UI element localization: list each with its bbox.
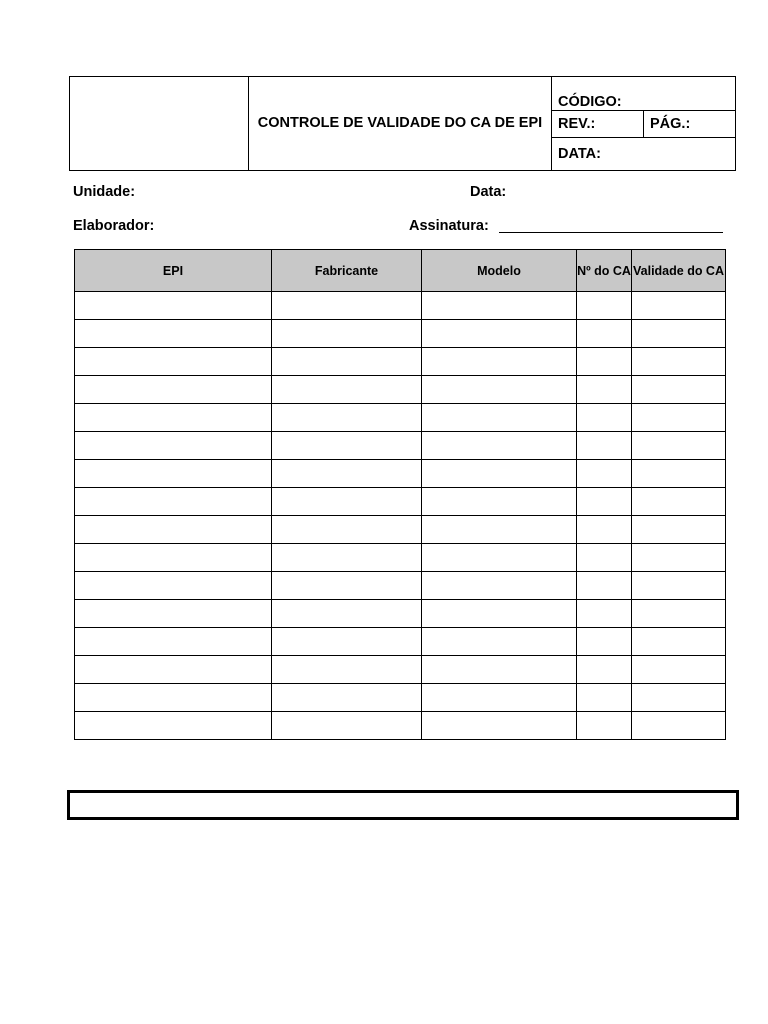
table-cell[interactable] <box>577 572 632 600</box>
table-cell[interactable] <box>577 376 632 404</box>
table-cell[interactable] <box>272 572 422 600</box>
table-cell[interactable] <box>422 348 577 376</box>
table-cell[interactable] <box>632 544 726 572</box>
table-cell[interactable] <box>632 292 726 320</box>
table-cell[interactable] <box>75 404 272 432</box>
table-cell[interactable] <box>75 320 272 348</box>
table-row <box>75 628 726 656</box>
table-cell[interactable] <box>632 684 726 712</box>
table-cell[interactable] <box>422 712 577 740</box>
unidade-label: Unidade: <box>73 184 136 200</box>
column-header-modelo: Modelo <box>422 250 577 292</box>
table-row <box>75 348 726 376</box>
table-cell[interactable] <box>577 656 632 684</box>
codigo-label: CÓDIGO: <box>552 77 735 111</box>
table-cell[interactable] <box>632 348 726 376</box>
table-cell[interactable] <box>75 488 272 516</box>
table-cell[interactable] <box>272 432 422 460</box>
table-cell[interactable] <box>272 712 422 740</box>
data-field-label: Data: <box>470 184 507 200</box>
table-cell[interactable] <box>632 656 726 684</box>
table-cell[interactable] <box>577 516 632 544</box>
table-cell[interactable] <box>75 516 272 544</box>
column-header-numero-ca: Nº do CA <box>577 250 632 292</box>
column-header-validade-ca: Validade do CA <box>632 250 726 292</box>
table-row <box>75 600 726 628</box>
table-cell[interactable] <box>632 516 726 544</box>
table-cell[interactable] <box>577 488 632 516</box>
document-title: CONTROLE DE VALIDADE DO CA DE EPI <box>249 77 552 171</box>
table-row <box>75 684 726 712</box>
table-cell[interactable] <box>75 348 272 376</box>
document-meta <box>552 77 736 171</box>
table-row <box>75 376 726 404</box>
column-header-fabricante: Fabricante <box>272 250 422 292</box>
table-cell[interactable] <box>75 628 272 656</box>
table-row <box>75 460 726 488</box>
table-cell[interactable] <box>75 544 272 572</box>
table-cell[interactable] <box>577 684 632 712</box>
table-cell[interactable] <box>75 600 272 628</box>
table-cell[interactable] <box>422 544 577 572</box>
table-cell[interactable] <box>272 544 422 572</box>
table-cell[interactable] <box>422 600 577 628</box>
table-cell[interactable] <box>577 320 632 348</box>
signature-line[interactable] <box>499 232 723 233</box>
table-cell[interactable] <box>577 628 632 656</box>
elaborador-label: Elaborador: <box>73 218 155 234</box>
table-cell[interactable] <box>577 600 632 628</box>
table-cell[interactable] <box>422 656 577 684</box>
table-cell[interactable] <box>632 488 726 516</box>
table-cell[interactable] <box>422 628 577 656</box>
table-cell[interactable] <box>75 432 272 460</box>
logo-area <box>70 77 249 171</box>
table-cell[interactable] <box>632 600 726 628</box>
table-cell[interactable] <box>75 460 272 488</box>
table-cell[interactable] <box>75 292 272 320</box>
table-row <box>75 404 726 432</box>
table-cell[interactable] <box>632 712 726 740</box>
table-row <box>75 432 726 460</box>
table-cell[interactable] <box>272 460 422 488</box>
table-cell[interactable] <box>632 320 726 348</box>
table-cell[interactable] <box>272 488 422 516</box>
table-cell[interactable] <box>75 572 272 600</box>
table-row <box>75 320 726 348</box>
table-cell[interactable] <box>632 460 726 488</box>
table-cell[interactable] <box>632 572 726 600</box>
table-cell[interactable] <box>272 348 422 376</box>
table-cell[interactable] <box>272 292 422 320</box>
table-cell[interactable] <box>577 712 632 740</box>
table-row <box>75 572 726 600</box>
table-cell[interactable] <box>577 292 632 320</box>
table-cell[interactable] <box>577 432 632 460</box>
pag-label: PÁG.: <box>644 111 736 138</box>
table-cell[interactable] <box>577 460 632 488</box>
table-cell[interactable] <box>632 432 726 460</box>
table-row <box>75 656 726 684</box>
table-cell[interactable] <box>272 320 422 348</box>
table-cell[interactable] <box>422 376 577 404</box>
table-cell[interactable] <box>577 544 632 572</box>
table-cell[interactable] <box>632 628 726 656</box>
table-cell[interactable] <box>422 404 577 432</box>
epi-table <box>74 249 726 740</box>
table-cell[interactable] <box>422 320 577 348</box>
table-cell[interactable] <box>272 376 422 404</box>
data-label: DATA: <box>558 146 601 162</box>
table-cell[interactable] <box>75 712 272 740</box>
table-row <box>75 292 726 320</box>
table-cell[interactable] <box>75 376 272 404</box>
table-cell[interactable] <box>577 348 632 376</box>
table-cell[interactable] <box>75 684 272 712</box>
table-cell[interactable] <box>272 600 422 628</box>
rev-label: REV.: <box>552 111 644 138</box>
table-cell[interactable] <box>272 684 422 712</box>
table-row <box>75 712 726 740</box>
table-cell[interactable] <box>75 656 272 684</box>
table-cell[interactable] <box>422 572 577 600</box>
table-cell[interactable] <box>422 292 577 320</box>
table-cell[interactable] <box>272 404 422 432</box>
table-cell[interactable] <box>272 628 422 656</box>
table-cell[interactable] <box>422 460 577 488</box>
assinatura-label: Assinatura: <box>409 218 489 234</box>
table-cell[interactable] <box>422 516 577 544</box>
table-cell[interactable] <box>632 404 726 432</box>
table-cell[interactable] <box>422 684 577 712</box>
table-cell[interactable] <box>422 488 577 516</box>
table-row <box>75 488 726 516</box>
column-header-epi: EPI <box>75 250 272 292</box>
table-cell[interactable] <box>272 516 422 544</box>
document-header <box>69 76 736 171</box>
table-cell[interactable] <box>632 376 726 404</box>
footer-box <box>67 790 739 820</box>
table-row <box>75 544 726 572</box>
table-cell[interactable] <box>422 432 577 460</box>
table-cell[interactable] <box>272 656 422 684</box>
table-row <box>75 516 726 544</box>
table-cell[interactable] <box>577 404 632 432</box>
